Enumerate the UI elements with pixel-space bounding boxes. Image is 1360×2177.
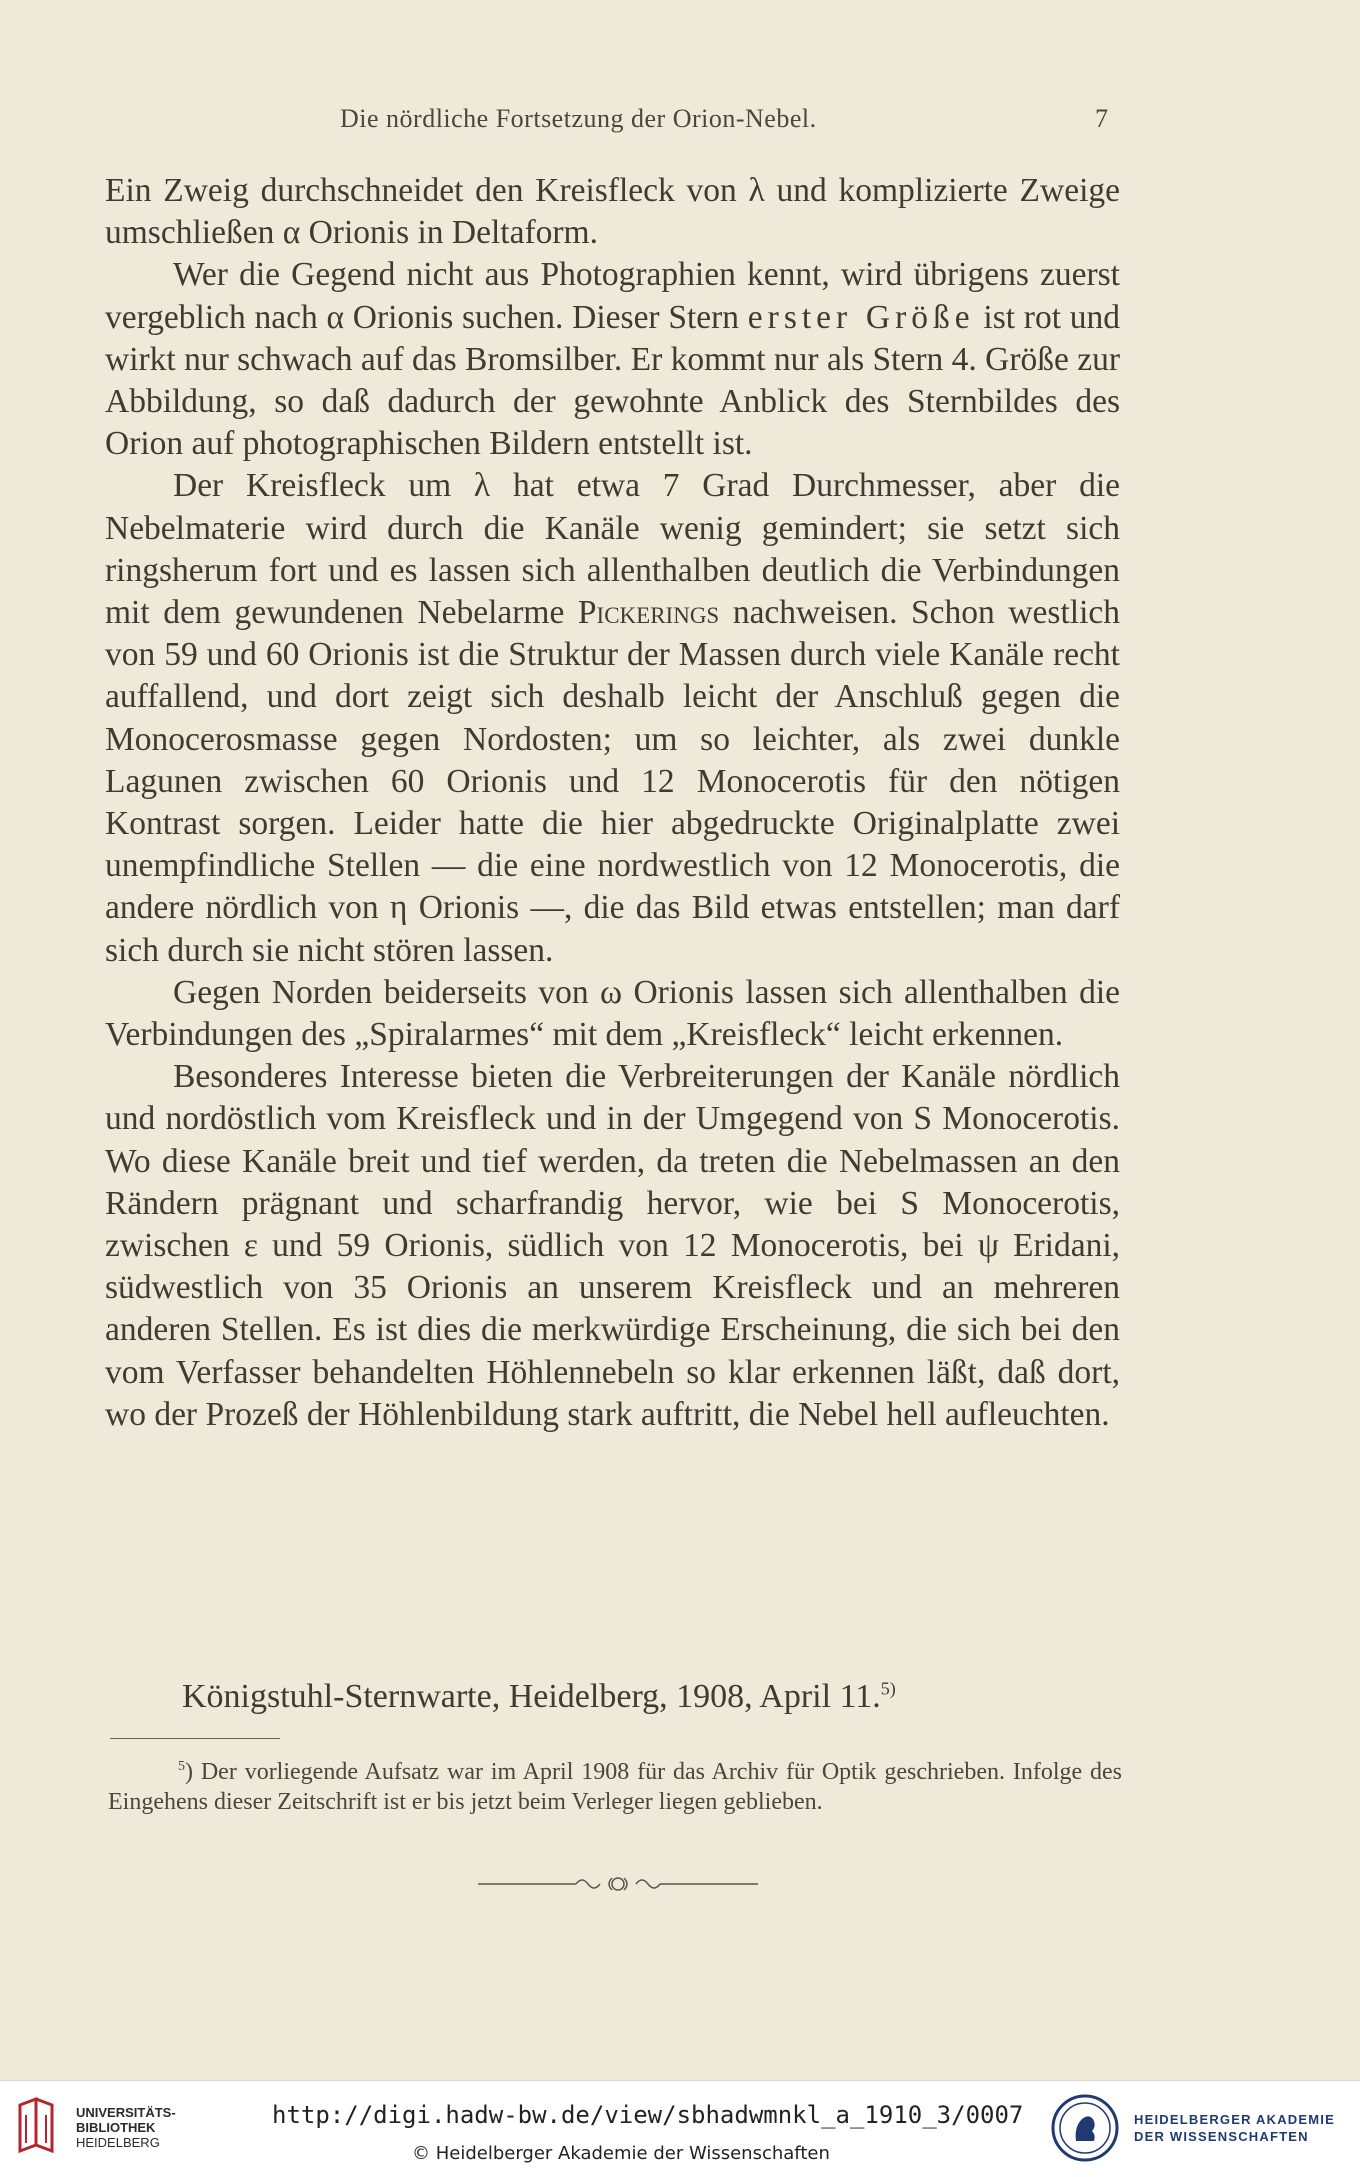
academy-name: HEIDELBERGER AKADEMIE DER WISSENSCHAFTEN [1134, 2112, 1335, 2144]
viewer-footer [0, 2080, 1360, 2177]
footnote-mark: 5 [178, 1759, 185, 1774]
paragraph-4: Gegen Norden beiderseits von ω Orionis lassen sich allenthalben die Verbindungen des „Spiralarmes“ mit dem „Kreisfleck“ leicht erkennen. [105, 973, 1120, 1054]
library-logo-icon [14, 2095, 58, 2155]
spaced-emphasis: erster Größe [747, 298, 975, 336]
paragraph-2-part-a: Wer die Gegend nicht aus Photographien kennt, wird übrigens zuerst vergeblich nach α Orionis suchen. Dieser Stern [105, 256, 1120, 336]
footnote-text: ) Der vorliegende Aufsatz war im April 1908 für das Archiv für Optik geschrieben. Infolge des Eingehens dieser Zeitschrift ist er bis jetzt beim Verleger liegen geblieben. [108, 1759, 1122, 1815]
paragraph-2 [105, 254, 1120, 465]
paragraph-3 [105, 465, 1120, 971]
running-header [0, 104, 1360, 144]
body-text [105, 170, 1120, 1436]
permalink-link[interactable]: http://digi.hadw-bw.de/view/sbhadwmnkl_a_1910_3/0007 [272, 2101, 1024, 2129]
footnote-rule [110, 1738, 280, 1739]
library-name: UNIVERSITÄTS- BIBLIOTHEK HEIDELBERG [76, 2105, 176, 2150]
signature-line [182, 1678, 896, 1716]
signature-text: Königstuhl-Sternwarte, Heidelberg, 1908, April 11. [182, 1678, 881, 1715]
page-number: 7 [1095, 104, 1108, 133]
paragraph-1: Ein Zweig durchschneidet den Kreisfleck von λ und komplizierte Zweige umschließen α Orionis in Deltaform. [105, 172, 1120, 252]
footnote-reference: 5) [880, 1678, 896, 1699]
running-title: Die nördliche Fortsetzung der Orion-Nebel. [340, 104, 817, 133]
academy-seal-icon [1050, 2093, 1120, 2163]
footnote [108, 1752, 1122, 1817]
paragraph-2-part-c: ist rot und wirkt nur schwach auf das Bromsilber. Er kommt nur als Stern 4. Größe zur Abbildung, so daß dadurch der gewohnte Anblick des Sternbildes des Orion auf photographischen Bildern entstellt ist. [105, 298, 1121, 463]
paragraph-3-part-a: Der Kreisfleck um λ hat etwa 7 Grad Durchmesser, aber die Nebelmaterie wird durch die Kanäle wenig gemindert; sie setzt sich ringsherum fort und es lassen sich allenthalben deutlich die Verbindungen mit dem gewundenen Nebelarme [105, 467, 1120, 632]
paragraph-5: Besonderes Interesse bieten die Verbreiterungen der Kanäle nördlich und nordöstlich vom Kreisfleck und in der Umgegend von S Monocerotis. Wo diese Kanäle breit und tief werden, da treten die Nebelmassen an den Rändern prägnant und scharfrandig hervor, wie bei S Monocerotis, zwischen ε und 59 Orionis, südlich von 12 Monocerotis, bei ψ Eridani, südwestlich von 35 Orionis an unserem Kreisfleck und an mehreren anderen Stellen. Es ist dies die merkwürdige Erscheinung, die sich bei den vom Verfasser behandelten Höhlennebeln so klar erkennen läßt, daß dort, wo der Prozeß der Höhlenbildung stark auftritt, die Nebel hell aufleuchten. [105, 1058, 1120, 1433]
paragraph-3-part-c: nachweisen. Schon westlich von 59 und 60 Orionis ist die Struktur der Massen durch viele Kanäle recht auffallend, und dort zeigt sich deshalb leicht der Anschluß gegen die Monocerosmasse gegen Nordosten; um so leichter, als zwei dunkle Lagunen zwischen 60 Orionis und 12 Monocerotis für den nötigen Kontrast sorgen. Leider hatte die hier abgedruckte Originalplatte zwei unempfindliche Stellen — die eine nordwestlich von 12 Monocerotis, die andere nördlich von η Orionis —, die das Bild etwas entstellen; man darf sich durch sie nicht stören lassen. [105, 594, 1121, 969]
copyright-notice: © Heidelberger Akademie der Wissenschaften [412, 2143, 830, 2164]
name-small-caps: Pickerings [577, 594, 720, 632]
end-ornament [478, 1872, 758, 1896]
